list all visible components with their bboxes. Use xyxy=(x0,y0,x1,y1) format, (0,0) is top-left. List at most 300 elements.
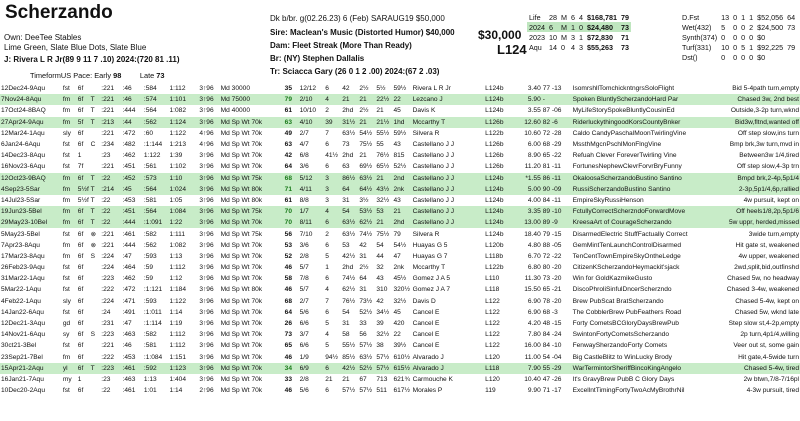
cell-race: Md Sp Wt 70k xyxy=(220,117,284,128)
cell-c1: 21 xyxy=(325,375,333,383)
cell-a: 3↑96 xyxy=(199,275,214,283)
cell-cmt: Step slow st,4-2p,empty xyxy=(728,320,799,328)
cell-a: 3↑96 xyxy=(199,252,214,260)
cell-comp: SwintonFortyCometsScherzando xyxy=(572,331,669,339)
cell-c5: 54½ xyxy=(393,241,407,249)
surface-cell: Dst() xyxy=(682,53,698,63)
cell-m: T xyxy=(90,94,101,105)
cell-f4: 1:024 xyxy=(168,184,198,195)
cell-fig: 46 xyxy=(284,353,293,361)
cell-f1: :22 xyxy=(100,206,121,217)
cell-c5: 22 xyxy=(393,331,401,339)
cell-c5: 43 xyxy=(393,141,401,149)
cell-c4: 55 xyxy=(376,141,384,149)
cell-c5: 79 xyxy=(393,230,401,238)
cell-fig: 63 xyxy=(284,141,293,149)
cell-fig: 73 xyxy=(284,331,293,339)
cell-c3: 31 xyxy=(359,286,367,294)
cell-f2: :462 xyxy=(122,275,136,283)
cell-f2: :453 xyxy=(122,196,136,204)
record-cell: 3 xyxy=(579,43,583,53)
cell-comp: EmpireSkyRussiHenson xyxy=(572,196,644,204)
cell-wt: L120b xyxy=(485,241,504,249)
cell-c5: 2nk xyxy=(393,264,405,272)
record-cell: 71 xyxy=(620,32,629,42)
breeding: Dk b/br. g(02.26.23) 6 (Feb) SARAUG19 $50,000 xyxy=(270,14,445,23)
cell-c5: 22 xyxy=(392,94,411,105)
cell-f4: 1:05 xyxy=(169,196,183,204)
cell-pp: 6/8 xyxy=(299,152,309,160)
cell-c2: 2hd xyxy=(342,152,354,160)
cell-bo: 55 -29 xyxy=(542,363,572,374)
cell-c5: 615½ xyxy=(392,363,411,374)
cell-c1: 5 xyxy=(325,320,329,328)
cell-c1: 4 xyxy=(325,286,329,294)
cell-c1: 3 xyxy=(324,184,341,195)
cell-c2: 54 xyxy=(341,206,358,217)
cell-c2: 76½ xyxy=(342,297,356,305)
cell-date: 4Feb22-1Aqu xyxy=(1,297,41,305)
cell-fig: 34 xyxy=(284,363,299,374)
cell-jock: Gomez J A 7 xyxy=(412,286,451,294)
cell-pp: 7/8 xyxy=(299,275,309,283)
table-row xyxy=(0,83,800,94)
cell-f3: :581 xyxy=(143,196,157,204)
cell-odds: 7.80 xyxy=(527,331,541,339)
cell-d: 1 xyxy=(77,375,82,383)
record-cell: 10 xyxy=(549,32,557,42)
cell-race: Md Sp Wt 70k xyxy=(220,308,263,316)
cell-f2: :472 xyxy=(122,286,136,294)
cell-bo: 84 -11 xyxy=(542,196,561,204)
cell-a: 3↑96 xyxy=(199,342,214,350)
cell-jock: Morales P xyxy=(412,387,443,395)
past-performances-table xyxy=(0,83,800,396)
cell-comp: Brew PubScat BratScherzando xyxy=(572,297,664,305)
cell-odds: 7.90 xyxy=(516,363,542,374)
surface-cell: 0 xyxy=(721,53,726,63)
cell-c5: 52½ xyxy=(393,163,407,171)
record-cell: 2024 xyxy=(529,22,545,32)
cell-c1: 2 xyxy=(325,107,329,115)
table-row xyxy=(0,329,800,340)
surface-cell: D.Fst xyxy=(682,12,700,22)
cell-pp: 6/6 xyxy=(299,320,309,328)
cell-a: 3↑96 xyxy=(198,206,219,217)
cell-m xyxy=(90,318,101,329)
cell-c4: 21½ xyxy=(375,117,392,128)
record-cell: 2023 xyxy=(529,32,545,42)
cell-jock: Silvera R xyxy=(412,230,440,238)
cell-f2: :444 xyxy=(122,241,136,249)
cell-trk: my xyxy=(62,375,72,383)
cell-jock: Silvera R xyxy=(412,129,440,137)
cell-d: 5½f xyxy=(77,184,90,195)
cell-c3: 33 xyxy=(359,320,367,328)
cell-pp: 2/7 xyxy=(299,129,309,137)
cell-bo: 65 -21 xyxy=(542,286,562,294)
surface-cell: 1 xyxy=(749,12,754,22)
cell-bo: 68 -29 xyxy=(542,141,562,149)
cell-c3: 21 xyxy=(358,94,375,105)
cell-cmt: Chased 3w, 2nd best xyxy=(710,94,800,105)
cell-d: 6f xyxy=(77,252,84,260)
cell-f3: :59 xyxy=(143,264,154,272)
cell-comp: IsomrshllTomchickntngrsSoloFlight xyxy=(572,85,675,93)
cell-d: 5f xyxy=(77,117,90,128)
cell-fig: 52 xyxy=(284,252,293,260)
cell-d: 6f xyxy=(77,217,90,228)
cell-jock: Huayas G 7 xyxy=(412,252,448,260)
cell-wt: L122b xyxy=(485,129,504,137)
cell-f1: :221 xyxy=(101,163,115,171)
cell-date: 7Apr23-8Aqu xyxy=(1,241,40,249)
cell-c4: 21 xyxy=(375,217,392,228)
cell-f1: :224 xyxy=(101,297,115,305)
cell-f4: 1:102 xyxy=(169,163,186,171)
cell-f2: :461 xyxy=(122,387,136,395)
cell-f4: 1:112 xyxy=(169,85,186,93)
cell-cmt: Off step slow,4-3p trn xyxy=(736,163,799,171)
cell-f2: :491 xyxy=(122,308,136,316)
cell-race: Md Sp Wt 70k xyxy=(220,217,284,228)
cell-trk: fst xyxy=(62,163,70,171)
cell-f1: :221 xyxy=(100,94,121,105)
cell-c3: 2½ xyxy=(359,264,369,272)
cell-comp: Caldo CandyPaschalMoonTwirlingVine xyxy=(572,129,687,137)
cell-a: 3↑96 xyxy=(199,85,214,93)
cell-race: Md Sp Wt 70k xyxy=(220,241,263,249)
cell-comp: GemMintTenLaunchControlDisarmed xyxy=(572,241,682,249)
cell-date: 5Mar22-1Aqu xyxy=(1,286,41,294)
cell-f2: :472 xyxy=(122,129,136,137)
cell-c3: 67 xyxy=(359,375,367,383)
cell-odds: 6.70 xyxy=(527,252,541,260)
cell-trk: fst xyxy=(62,264,70,272)
cell-f3: :562 xyxy=(143,117,169,128)
table-row xyxy=(0,284,800,295)
cell-f4: 1:101 xyxy=(168,94,198,105)
sire: Sire: Maclean's Music (Distorted Humor) $40,000 xyxy=(270,28,455,37)
cell-c2: 55½ xyxy=(342,342,356,350)
table-row xyxy=(0,296,800,307)
surface-cell: 5 xyxy=(721,22,726,32)
record-cell: $55,263 xyxy=(587,43,613,53)
cell-odds: 13.00 xyxy=(516,217,542,228)
surface-cell: 64 xyxy=(787,12,796,22)
cell-pp: 5/6 xyxy=(299,308,309,316)
surface-cell: 0 xyxy=(733,32,738,42)
table-row xyxy=(0,363,800,374)
cell-cmt: Veer out st, some gain xyxy=(733,342,799,350)
cell-f4: 1:10 xyxy=(168,173,198,184)
cell-c3: 63½ xyxy=(359,353,373,361)
cell-odds: 4.20 xyxy=(527,320,541,328)
cell-comp: KreesaArt of CourageScherzando xyxy=(572,217,711,228)
cell-f2: :47 xyxy=(122,252,132,260)
cell-f3: :582 xyxy=(143,230,157,238)
cell-bo: 87 -06 xyxy=(542,107,562,115)
cell-d: 6f xyxy=(77,286,84,294)
cell-c3: 54½ xyxy=(359,129,373,137)
cell-date: 15Apr21-2Aqu xyxy=(0,363,62,374)
cell-m: T xyxy=(90,107,95,115)
silks: Lime Green, Slate Blue Dots, Slate Blue xyxy=(4,43,147,52)
cell-jock: Lezcano J xyxy=(412,94,485,105)
cell-d: 6f xyxy=(77,275,84,283)
cell-trk: fst xyxy=(62,308,70,316)
cell-c1: 6 xyxy=(325,85,329,93)
table-row xyxy=(0,173,800,184)
cell-bo: 71 -17 xyxy=(542,387,562,395)
cell-d: 6f xyxy=(77,206,90,217)
cell-wt: L120 xyxy=(485,353,500,361)
table-row xyxy=(0,206,800,217)
cell-odds: 10.40 xyxy=(524,375,541,383)
cell-cmt: Outside,3-2p turn,wknd xyxy=(730,107,799,115)
cell-date: 6Jan24-6Aqu xyxy=(1,141,41,149)
cell-wt: L124b xyxy=(485,196,504,204)
cell-d: 6f xyxy=(77,129,84,137)
cell-odds: 18.40 xyxy=(524,230,541,238)
cell-jock: Cancel E xyxy=(412,320,440,328)
cell-c1: 4 xyxy=(324,206,341,217)
cell-m xyxy=(90,352,101,363)
cell-c4: 38 xyxy=(376,342,384,350)
record-cell: M xyxy=(561,12,567,22)
cell-f1: :223 xyxy=(101,331,115,339)
cell-f4: 1:404 xyxy=(169,375,186,383)
cell-a: 3↑96 xyxy=(198,94,219,105)
cell-odds: 4.80 xyxy=(527,241,541,249)
cell-m: T xyxy=(90,206,101,217)
cell-bo: 84 -10 xyxy=(542,342,562,350)
cell-c5: 59½ xyxy=(393,85,407,93)
cell-f4: 1:123 xyxy=(168,363,198,374)
table-row xyxy=(0,139,800,150)
cell-f4: 1:12 xyxy=(169,275,183,283)
cell-c4: 53 xyxy=(375,206,392,217)
cell-d: 6f xyxy=(77,173,90,184)
table-row xyxy=(0,385,800,396)
cell-comp: The CobblerBrew PubFeathers Road xyxy=(572,308,682,316)
cell-m xyxy=(90,128,101,139)
cell-jock: Davis D xyxy=(412,297,436,305)
cell-date: 26Feb23-9Aqu xyxy=(1,264,45,272)
cell-c4: 22½ xyxy=(375,94,392,105)
cell-pp: 5/6 xyxy=(299,387,309,395)
cell-c1: 6 xyxy=(324,217,341,228)
cell-odds: 8.90 xyxy=(527,152,541,160)
cell-a: 3↑96 xyxy=(199,230,214,238)
cell-trk: fm xyxy=(62,206,77,217)
header xyxy=(0,0,800,84)
surface-cell: 0 xyxy=(733,12,738,22)
cell-f2: :46 xyxy=(122,342,132,350)
cell-cmt: Hit gate st, weakened xyxy=(735,241,799,249)
cell-f4: 1:082 xyxy=(169,241,186,249)
surface-cell: 0 xyxy=(741,32,746,42)
cell-c2: 21 xyxy=(342,375,350,383)
cell-comp: TenCentTownEmpireSkyOntheLedge xyxy=(572,252,681,260)
cell-f4: 1:084 xyxy=(168,206,198,217)
claim-price: $30,000 xyxy=(478,28,522,42)
cell-c1: 7 xyxy=(325,297,329,305)
cell-f1: :231 xyxy=(101,320,115,328)
cell-a: 3↑96 xyxy=(198,363,219,374)
cell-cmt: 2-3p,5p1/4,6p,rallied xyxy=(710,184,800,195)
cell-f1: :224 xyxy=(101,252,115,260)
cell-a: 3↑96 xyxy=(199,375,214,383)
cell-trk: fst xyxy=(62,275,70,283)
cell-bo: 65 -22 xyxy=(542,152,562,160)
cell-date: 17Oct24-8BAQ xyxy=(1,107,46,115)
surface-cell: 5 xyxy=(741,43,746,53)
surface-cell: $24,500 xyxy=(757,22,784,32)
cell-fig: 56 xyxy=(284,230,293,238)
cell-d: 7f xyxy=(77,163,84,171)
cell-race: Md Sp Wt 70k xyxy=(220,297,263,305)
cell-c1: 4 xyxy=(325,331,329,339)
cell-c4: 75½ xyxy=(376,230,390,238)
record-cell: 79 xyxy=(620,12,629,22)
record-cell: $168,781 xyxy=(587,12,617,22)
cell-cmt: Chased 5-4w, kept on xyxy=(735,297,799,305)
cell-c5: 45 xyxy=(393,107,401,115)
cell-odds: 6.90 xyxy=(527,308,541,316)
cell-fig: 79 xyxy=(284,94,299,105)
owner: Own: DeeTee Stables xyxy=(4,33,82,42)
table-row xyxy=(0,105,800,116)
surface-cell: 0 xyxy=(733,53,738,63)
cell-m xyxy=(90,385,101,396)
cell-c5: 610½ xyxy=(393,353,410,361)
cell-c4: 511 xyxy=(376,387,387,395)
cell-comp: It's GravyBrew PubB C Glory Days xyxy=(572,375,675,383)
cell-f4: 1:39 xyxy=(169,152,183,160)
cell-c2: 63½ xyxy=(342,230,356,238)
cell-jock: Cancel E xyxy=(412,331,440,339)
cell-f1: :223 xyxy=(100,363,121,374)
cell-c1: 6 xyxy=(325,308,329,316)
cell-race: Md Sp Wt 70k xyxy=(220,152,263,160)
cell-f4: 1:082 xyxy=(169,107,186,115)
cell-wt: L126b xyxy=(485,141,504,149)
cell-c2: 54 xyxy=(342,308,350,316)
cell-comp: Forty CometsBCGloryDaysBrewPub xyxy=(572,320,679,328)
cell-trk: fst xyxy=(62,286,70,294)
cell-pp: 2/8 xyxy=(299,375,309,383)
cell-comp: Big CastleBlitz to WinLucky Brody xyxy=(572,353,672,361)
cell-wt: L124b xyxy=(484,206,516,217)
cell-f1: :221 xyxy=(101,230,115,238)
cell-a: 3↑96 xyxy=(199,107,214,115)
cell-wt: L122 xyxy=(485,297,500,305)
cell-f4: 1:14 xyxy=(169,387,183,395)
cell-fig: 64 xyxy=(284,308,293,316)
cell-date: 14Nov21-6Aqu xyxy=(1,331,45,339)
cell-c2: 42½ xyxy=(341,363,358,374)
cell-comp: Spoken BluntlyScherzandoHard Par xyxy=(572,94,711,105)
cell-wt: L124b xyxy=(485,107,504,115)
cell-race: Md Sp Wt 75k xyxy=(220,230,263,238)
cell-cmt: Hit gate,4-5wide turn xyxy=(738,353,799,361)
cell-f4: 1:213 xyxy=(169,141,186,149)
cell-c1: 1 xyxy=(325,264,329,272)
cell-c3: 21 xyxy=(358,117,375,128)
cell-d: 6f xyxy=(77,94,90,105)
cell-fig: 46 xyxy=(284,264,293,272)
cell-fig: 46 xyxy=(284,387,293,395)
cell-a: 3↑96 xyxy=(199,264,214,272)
cell-cmt: 4w pursuit, kept on xyxy=(743,196,799,204)
cell-odds: 11.20 xyxy=(524,163,541,171)
cell-comp: FctullyCorrectScherzndoForwardMove xyxy=(572,206,711,217)
cell-f4: 1:112 xyxy=(169,264,186,272)
cell-f2: :471 xyxy=(122,297,136,305)
record-cell: 73 xyxy=(620,22,629,32)
cell-c5: 621¾ xyxy=(393,375,410,383)
cell-f4: 1:111 xyxy=(169,230,186,238)
cell-f2: :453 xyxy=(122,353,136,361)
cell-f4: 1:151 xyxy=(169,353,186,361)
surface-cell: 0 xyxy=(741,53,746,63)
cell-d: 6f xyxy=(77,363,90,374)
cell-cmt: 4-3w pursuit, tired xyxy=(746,387,799,395)
cell-bo: 54 -04 xyxy=(542,353,562,361)
cell-d: 6f xyxy=(77,264,84,272)
cell-m: C xyxy=(90,141,96,149)
weight: L124 xyxy=(497,42,527,57)
cell-f3: :1:084 xyxy=(143,353,163,361)
cell-f1: :224 xyxy=(101,264,115,272)
cell-odds: 5.00 xyxy=(516,184,542,195)
cell-f4: 1:184 xyxy=(169,286,186,294)
cell-c5: 45 xyxy=(393,308,401,316)
cell-f2: :451 xyxy=(122,206,143,217)
cell-c4: 57½ xyxy=(376,353,390,361)
cell-trk: sly xyxy=(62,129,71,137)
cell-f1: :213 xyxy=(100,117,121,128)
cell-bo: 72 -22 xyxy=(542,252,562,260)
record-cell: 28 xyxy=(549,12,557,22)
cell-wt: L126b xyxy=(484,117,516,128)
cell-c2: 63½ xyxy=(341,217,358,228)
cell-pp: 1/7 xyxy=(299,206,325,217)
cell-c3: 2½ xyxy=(359,107,369,115)
cell-race: Md Sp Wt 70k xyxy=(220,264,263,272)
cell-d: 6f xyxy=(77,353,84,361)
cell-race: Md Sp Wt 70k xyxy=(220,252,263,260)
cell-bo: 72 -28 xyxy=(542,129,562,137)
cell-wt: L118 xyxy=(484,363,516,374)
record-cell: 0 xyxy=(561,43,565,53)
cell-f2: :444 xyxy=(122,217,143,228)
cell-wt: L122 xyxy=(485,308,500,316)
cell-f4: 1:122 xyxy=(169,129,186,137)
cell-race: Md Sp Wt 70k xyxy=(220,353,263,361)
cell-m: T xyxy=(90,363,101,374)
table-row xyxy=(0,150,800,161)
cell-a: 3↑96 xyxy=(199,241,214,249)
cell-pp: 5/7 xyxy=(299,286,309,294)
surface-row xyxy=(680,32,797,42)
cell-d: 6f xyxy=(77,297,84,305)
cell-f2: :451 xyxy=(122,163,136,171)
cell-m: S xyxy=(90,331,95,339)
cell-trk: yl xyxy=(62,363,77,374)
cell-cmt: 5w uppr, herded,missed xyxy=(710,217,800,228)
